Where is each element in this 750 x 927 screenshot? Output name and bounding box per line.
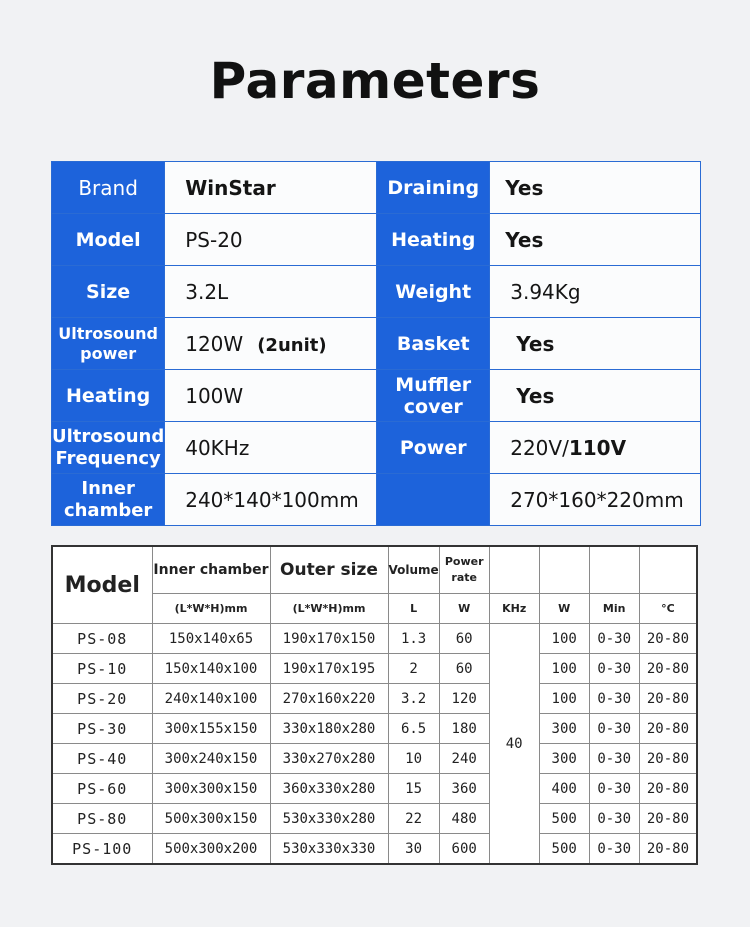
- outer-size-cell: 360x330x280: [270, 774, 388, 804]
- volume-cell: 30: [388, 834, 439, 865]
- unit-frequency: KHz: [489, 594, 539, 624]
- power-cell: 60: [439, 624, 489, 654]
- spec-value-size: 3.2L: [165, 266, 377, 318]
- table-row: [52, 804, 697, 834]
- unit-outer: (L*W*H)mm: [270, 594, 388, 624]
- spec-value-muffler-cover: Yes: [490, 370, 701, 422]
- temperature-cell: 20-80: [639, 804, 697, 834]
- spec-row: [52, 422, 701, 474]
- spec-value-inner-chamber: 240*140*100mm: [165, 474, 377, 526]
- unit-inner: (L*W*H)mm: [152, 594, 270, 624]
- voltage-220: 220V/: [510, 435, 569, 460]
- spec-row: [52, 318, 701, 370]
- spec-value-brand: WinStar: [165, 162, 377, 214]
- spec-label-heating-power: Heating: [52, 370, 165, 422]
- outer-size-cell: 530x330x330: [270, 834, 388, 865]
- spec-value-weight: 3.94Kg: [490, 266, 701, 318]
- table-row: [52, 744, 697, 774]
- model-header-row: [52, 546, 697, 594]
- timer-cell: 0-30: [589, 744, 639, 774]
- table-row: [52, 774, 697, 804]
- unit-volume: L: [388, 594, 439, 624]
- table-row: [52, 684, 697, 714]
- inner-size-cell: 500x300x200: [152, 834, 270, 865]
- model-name-cell: PS-80: [52, 804, 152, 834]
- spec-value-power: [490, 422, 701, 474]
- power-cell: 600: [439, 834, 489, 865]
- timer-cell: 0-30: [589, 684, 639, 714]
- model-name-cell: PS-100: [52, 834, 152, 865]
- spec-value-ultrasound-power: [165, 318, 377, 370]
- spec-row: [52, 370, 701, 422]
- spec-label-size: Size: [52, 266, 165, 318]
- spec-row: [52, 266, 701, 318]
- temperature-header-blank: [639, 546, 697, 594]
- spec-label-frequency: Ultrosound Frequency: [52, 422, 165, 474]
- temperature-cell: 20-80: [639, 774, 697, 804]
- model-name-cell: PS-40: [52, 744, 152, 774]
- table-row: [52, 624, 697, 654]
- heating-power-cell: 100: [539, 654, 589, 684]
- model-table: [51, 545, 698, 865]
- spec-label-basket: Basket: [377, 318, 490, 370]
- table-row: [52, 714, 697, 744]
- spec-table: [51, 161, 701, 526]
- power-cell: 240: [439, 744, 489, 774]
- model-name-cell: PS-10: [52, 654, 152, 684]
- spec-label-muffler-cover: Muffler cover: [377, 370, 490, 422]
- spec-label-outer-size: [377, 474, 490, 526]
- heating-power-cell: 500: [539, 804, 589, 834]
- temperature-cell: 20-80: [639, 624, 697, 654]
- outer-size-cell: 190x170x150: [270, 624, 388, 654]
- timer-cell: 0-30: [589, 624, 639, 654]
- heating-power-cell: 300: [539, 714, 589, 744]
- model-name-cell: PS-08: [52, 624, 152, 654]
- volume-header: Volume: [388, 546, 439, 594]
- volume-cell: 22: [388, 804, 439, 834]
- spec-value-outer-size: 270*160*220mm: [490, 474, 701, 526]
- heating-header-blank: [539, 546, 589, 594]
- spec-label-brand: Brand: [52, 162, 165, 214]
- power-value: 120W: [185, 331, 244, 356]
- spec-row: [52, 162, 701, 214]
- unit-heating: W: [539, 594, 589, 624]
- table-row: [52, 654, 697, 684]
- temperature-cell: 20-80: [639, 684, 697, 714]
- model-name-cell: PS-20: [52, 684, 152, 714]
- model-name-cell: PS-60: [52, 774, 152, 804]
- heating-power-cell: 500: [539, 834, 589, 865]
- volume-cell: 1.3: [388, 624, 439, 654]
- heating-power-cell: 100: [539, 684, 589, 714]
- timer-cell: 0-30: [589, 804, 639, 834]
- frequency-header-blank: [489, 546, 539, 594]
- temperature-cell: 20-80: [639, 654, 697, 684]
- power-cell: 360: [439, 774, 489, 804]
- page-title: Parameters: [209, 52, 541, 110]
- outer-size-cell: 190x170x195: [270, 654, 388, 684]
- temperature-cell: 20-80: [639, 834, 697, 865]
- unit-timer: Min: [589, 594, 639, 624]
- spec-row: [52, 474, 701, 526]
- voltage-110: 110V: [568, 435, 627, 460]
- heating-power-cell: 400: [539, 774, 589, 804]
- heating-power-cell: 100: [539, 624, 589, 654]
- volume-cell: 6.5: [388, 714, 439, 744]
- spec-label-draining: Draining: [377, 162, 490, 214]
- inner-chamber-header: Inner chamber: [152, 546, 270, 594]
- power-cell: 60: [439, 654, 489, 684]
- spec-value-model: PS-20: [165, 214, 377, 266]
- spec-value-heating: Yes: [490, 214, 701, 266]
- power-cell: 480: [439, 804, 489, 834]
- spec-value-draining: Yes: [490, 162, 701, 214]
- inner-size-cell: 150x140x100: [152, 654, 270, 684]
- volume-cell: 10: [388, 744, 439, 774]
- inner-size-cell: 300x300x150: [152, 774, 270, 804]
- temperature-cell: 20-80: [639, 744, 697, 774]
- outer-size-cell: 330x180x280: [270, 714, 388, 744]
- unit-temperature: °C: [639, 594, 697, 624]
- power-unit-count: (2unit): [257, 334, 327, 356]
- spec-label-inner-chamber: Inner chamber: [52, 474, 165, 526]
- model-header: Model: [52, 546, 152, 624]
- power-cell: 180: [439, 714, 489, 744]
- unit-power: W: [439, 594, 489, 624]
- volume-cell: 15: [388, 774, 439, 804]
- inner-size-cell: 300x240x150: [152, 744, 270, 774]
- volume-cell: 2: [388, 654, 439, 684]
- spec-row: [52, 214, 701, 266]
- spec-label-model: Model: [52, 214, 165, 266]
- power-cell: 120: [439, 684, 489, 714]
- temperature-cell: 20-80: [639, 714, 697, 744]
- spec-value-frequency: 40KHz: [165, 422, 377, 474]
- spec-label-weight: Weight: [377, 266, 490, 318]
- heating-power-cell: 300: [539, 744, 589, 774]
- spec-value-basket: Yes: [490, 318, 701, 370]
- frequency-cell: 40: [489, 624, 539, 865]
- timer-header-blank: [589, 546, 639, 594]
- inner-size-cell: 500x300x150: [152, 804, 270, 834]
- outer-size-cell: 530x330x280: [270, 804, 388, 834]
- power-rate-header: Power rate: [439, 546, 489, 594]
- table-row: [52, 834, 697, 865]
- timer-cell: 0-30: [589, 834, 639, 865]
- spec-label-heating: Heating: [377, 214, 490, 266]
- spec-value-heating-power: 100W: [165, 370, 377, 422]
- inner-size-cell: 240x140x100: [152, 684, 270, 714]
- volume-cell: 3.2: [388, 684, 439, 714]
- inner-size-cell: 300x155x150: [152, 714, 270, 744]
- outer-size-cell: 330x270x280: [270, 744, 388, 774]
- outer-size-cell: 270x160x220: [270, 684, 388, 714]
- timer-cell: 0-30: [589, 774, 639, 804]
- timer-cell: 0-30: [589, 714, 639, 744]
- model-name-cell: PS-30: [52, 714, 152, 744]
- outer-size-header: Outer size: [270, 546, 388, 594]
- inner-size-cell: 150x140x65: [152, 624, 270, 654]
- spec-label-power: Power: [377, 422, 490, 474]
- timer-cell: 0-30: [589, 654, 639, 684]
- spec-label-ultrasound-power: Ultrosound power: [52, 318, 165, 370]
